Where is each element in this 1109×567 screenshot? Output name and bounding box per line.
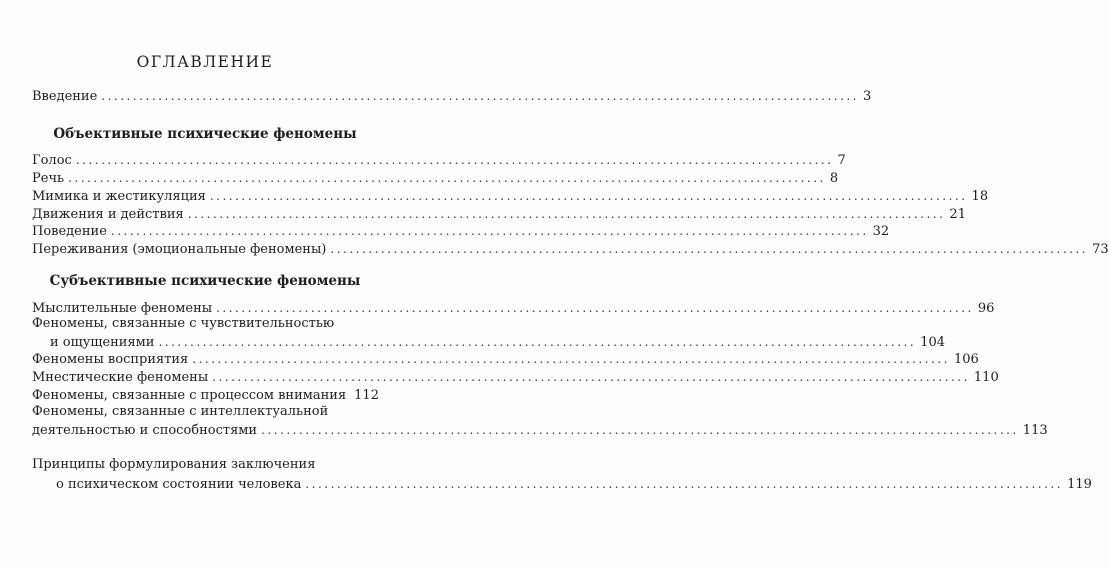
toc-entry[interactable] (32, 149, 846, 169)
toc-entry-label-line1[interactable]: Принципы формулирования заключения (32, 457, 316, 472)
toc-entry-label: Движения и действия (32, 207, 184, 222)
leader-dots: ........................................................................................................................ (209, 189, 968, 203)
leader-dots: ........................................................................................................................ (216, 301, 974, 315)
toc-entry-label-line1[interactable]: Феномены, связанные с интеллектуальной (32, 404, 329, 419)
toc-entry-label: Поведение (32, 224, 107, 239)
toc-entry[interactable] (32, 185, 989, 205)
toc-entry-label: Мимика и жестикуляция (32, 189, 206, 204)
toc-entry-intro[interactable] (32, 85, 872, 105)
leader-dots: ........................................................................................................................ (158, 335, 917, 349)
toc-entry-label-line1[interactable]: Феномены, связанные с чувствительностью (32, 316, 335, 331)
toc-entry-label: Феномены восприятия (32, 352, 189, 367)
toc-entry-conclusion[interactable] (56, 473, 1092, 493)
section-heading-subjective: Субъективные психические феномены (49, 273, 361, 289)
toc-entry[interactable] (32, 167, 839, 187)
leader-dots: ........................................................................................................................ (192, 352, 950, 366)
leader-dots: ........................................................................................................................ (187, 207, 946, 221)
toc-entry-page: 104 (920, 335, 946, 350)
toc-entry-page: 113 (1022, 423, 1048, 438)
toc-entry-label: Введение (32, 89, 98, 104)
toc-entry-page: 106 (954, 352, 979, 367)
toc-entry[interactable] (32, 419, 1048, 439)
section-heading-objective: Объективные психические феномены (53, 126, 357, 142)
toc-entry-label: Речь (32, 171, 65, 186)
toc-entry-page: 96 (977, 301, 995, 316)
toc-entry[interactable] (32, 297, 995, 317)
toc-entry[interactable] (32, 366, 999, 386)
toc-entry[interactable] (32, 220, 890, 240)
toc-entry-page: 8 (829, 171, 839, 186)
leader-dots: ........................................................................................................................ (110, 224, 869, 238)
toc-entry-label: деятельностью и способностями (32, 423, 258, 438)
leader-dots: ........................................................................................................................ (305, 477, 1064, 491)
leader-dots: ........................................................................................................................ (68, 171, 826, 185)
toc-entry-page: 32 (872, 224, 890, 239)
toc-entry-page: 21 (949, 207, 966, 222)
toc-entry-page: 18 (971, 189, 989, 204)
toc-entry-page: 73 (1092, 242, 1109, 257)
leader-dots: ........................................................................................................................ (101, 89, 860, 103)
toc-entry[interactable] (32, 348, 979, 368)
toc-entry-label: о психическом состоянии человека (56, 477, 302, 492)
toc-entry-label: и ощущениями (50, 335, 155, 350)
leader-dots: ........................................................................................................................ (330, 242, 1089, 256)
toc-entry[interactable] (32, 384, 379, 404)
leader-dots: ........................................................................................................................ (212, 370, 970, 384)
toc-entry-page: 112 (354, 388, 379, 403)
toc-entry-page: 119 (1067, 477, 1092, 492)
toc-entry[interactable] (32, 238, 1109, 258)
toc-entry-label: Мыслительные феномены (32, 301, 213, 316)
toc-entry-page: 7 (837, 153, 846, 168)
toc-entry-label: Голос (32, 153, 72, 168)
toc-entry-label: Мнестические феномены (32, 370, 209, 385)
toc-entry-label: Феномены, связанные с процессом внимания (32, 388, 347, 403)
leader-dots: ........................................................................................................................ (261, 423, 1019, 437)
toc-entry-label: Переживания (эмоциональные феномены) (32, 242, 327, 257)
leader-dots: ........................................................................................................................ (75, 153, 834, 167)
toc-entry-page: 3 (863, 89, 872, 104)
toc-entry-page: 110 (973, 370, 999, 385)
page-title: ОГЛАВЛЕНИЕ (136, 53, 274, 71)
